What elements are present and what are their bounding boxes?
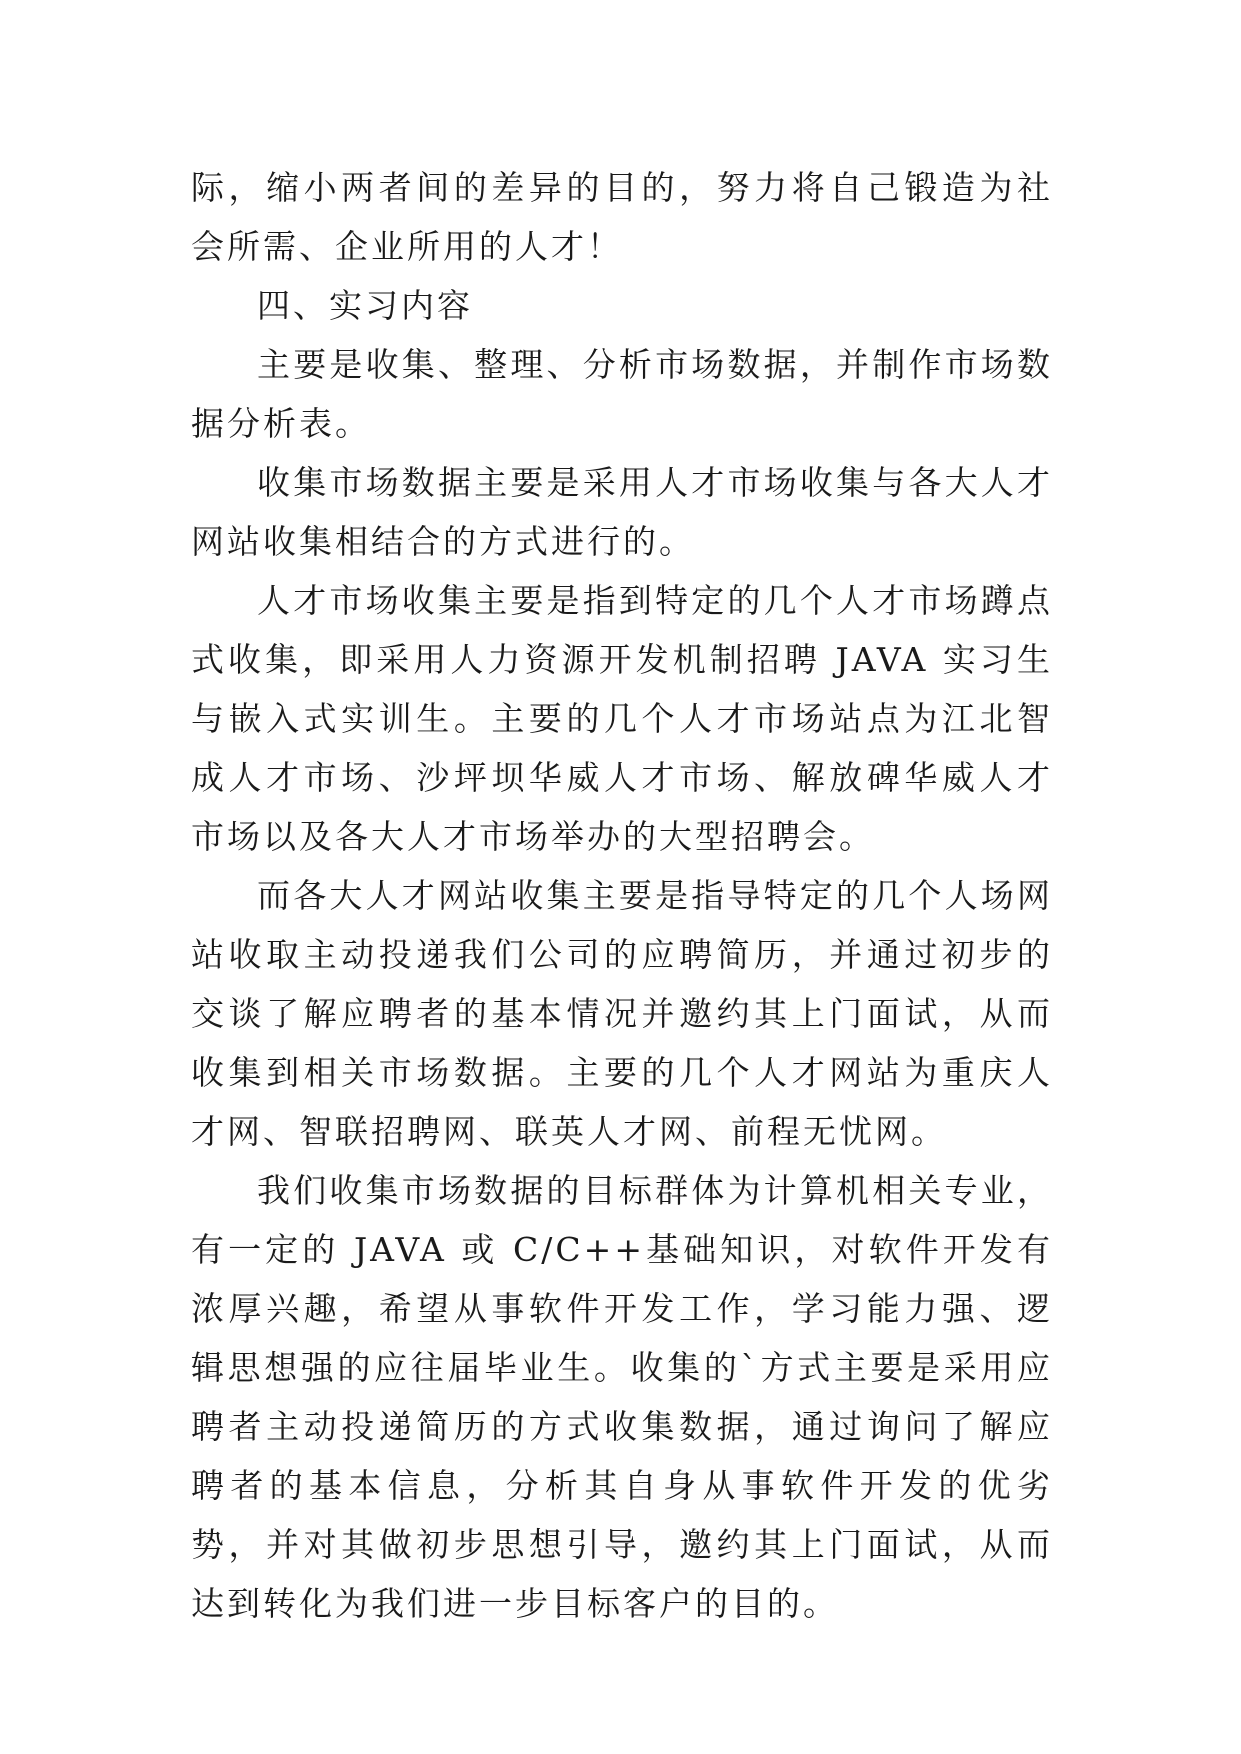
paragraph: 收集市场数据主要是采用人才市场收集与各大人才网站收集相结合的方式进行的。 — [191, 463, 1053, 561]
paragraph: 而各大人才网站收集主要是指导特定的几个人场网站收取主动投递我们公司的应聘简历，并通过初步的交谈了解应聘者的基本情况并邀约其上门面试，从而收集到相关市场数据。主要的几个人才网站为重庆人才网、智联招聘网、联英人才网、前程无忧网。 — [191, 876, 1053, 1151]
document-body — [191, 158, 1053, 1633]
paragraph: 人才市场收集主要是指到特定的几个人才市场蹲点式收集，即采用人力资源开发机制招聘 JAVA 实习生与嵌入式实训生。主要的几个人才市场站点为江北智成人才市场、沙坪坝华威人才市场、解放碑华威人才市场以及各大人才市场举办的大型招聘会。 — [191, 581, 1053, 856]
paragraph: 际，缩小两者间的差异的目的，努力将自己锻造为社会所需、企业所用的人才！ — [191, 168, 1053, 266]
paragraph: 我们收集市场数据的目标群体为计算机相关专业，有一定的 JAVA 或 C/C++基础知识，对软件开发有浓厚兴趣，希望从事软件开发工作，学习能力强、逻辑思想强的应往届毕业生。收集的`方式主要是采用应聘者主动投递简历的方式收集数据，通过询问了解应聘者的基本信息，分析其自身从事软件开发的优劣势，并对其做初步思想引导，邀约其上门面试，从而达到转化为我们进一步目标客户的目的。 — [191, 1171, 1053, 1623]
section-heading: 四、实习内容 — [257, 286, 473, 325]
paragraph: 主要是收集、整理、分析市场数据，并制作市场数据分析表。 — [191, 345, 1053, 443]
